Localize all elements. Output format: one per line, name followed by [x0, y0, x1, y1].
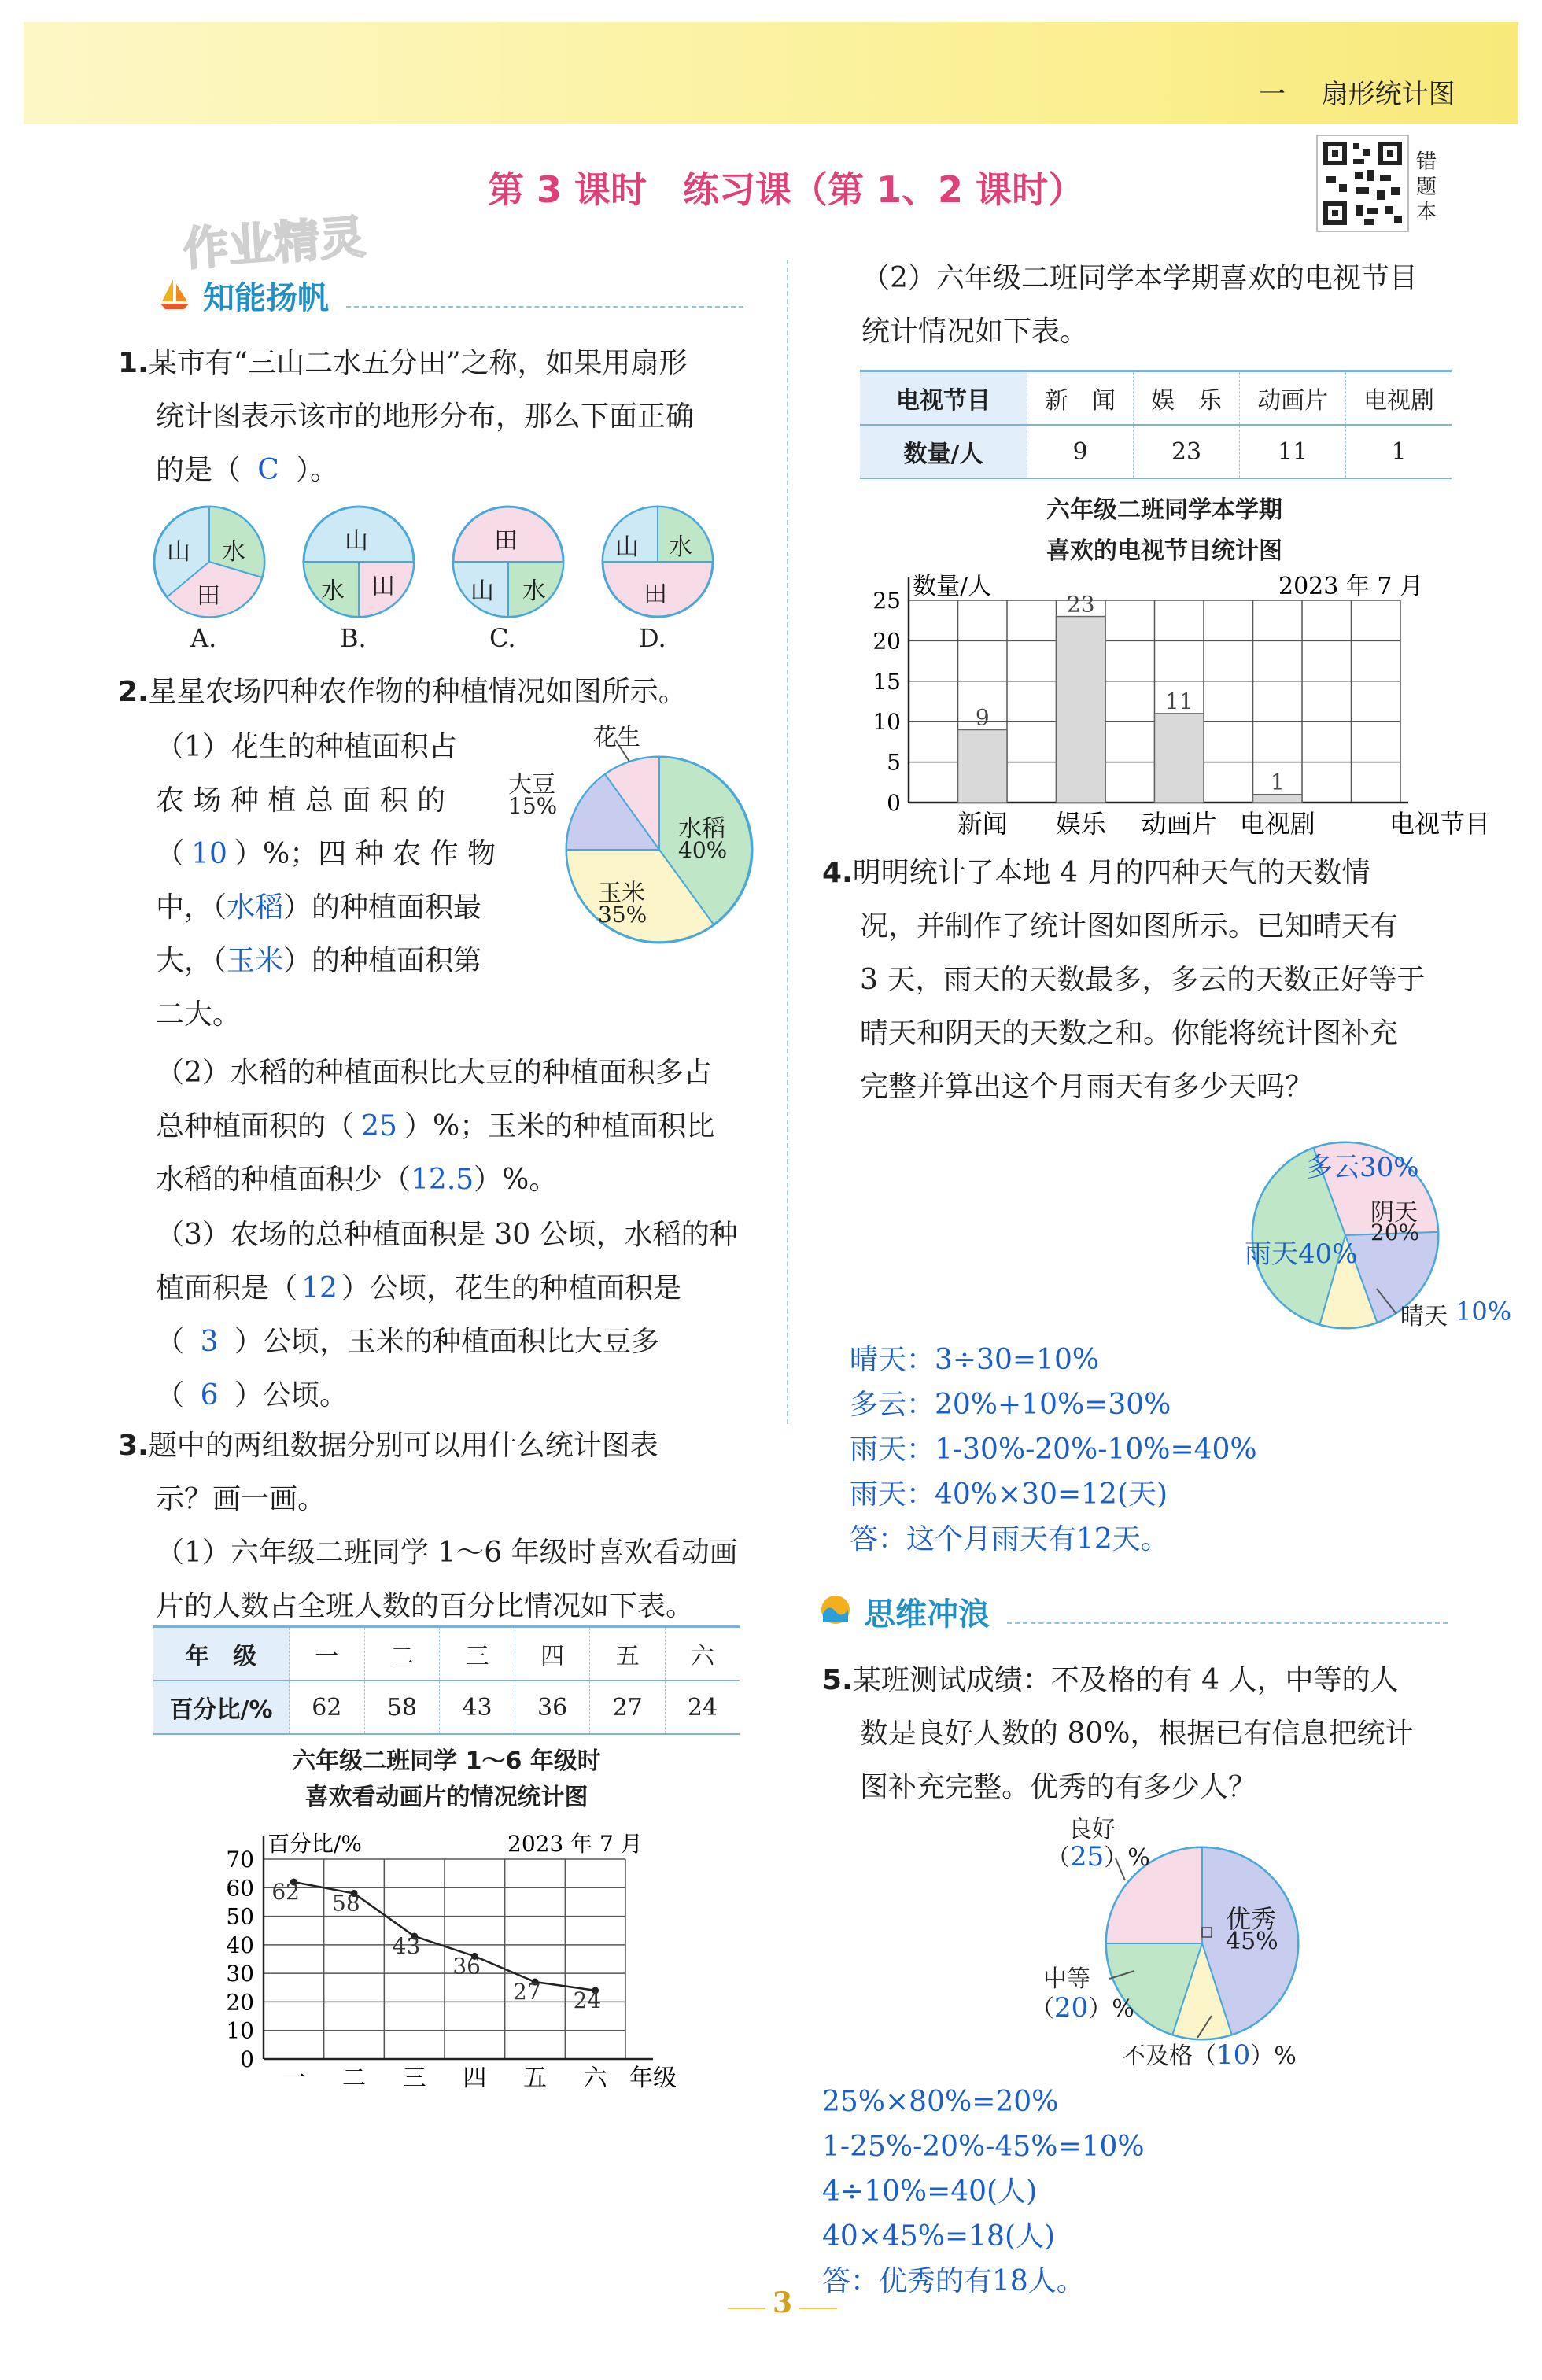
line-chart-xtick: 六	[583, 2065, 607, 2092]
q1-answer: C	[257, 454, 279, 486]
line-chart-xtick: 三	[402, 2065, 426, 2092]
qr-code[interactable]	[1315, 132, 1410, 234]
weather-label-sunny-pct: 10%	[1455, 1297, 1512, 1327]
q2-answer-rice-vs-soy: 25	[361, 1110, 397, 1142]
bar-chart-ytick: 10	[872, 709, 901, 736]
line-chart-ytick: 30	[226, 1961, 254, 1987]
bar-chart-ylabel: 数量/人	[913, 573, 992, 600]
score-label-fail-pct: 10	[1216, 2039, 1251, 2071]
weather-label-cloudy: 多云30%	[1306, 1152, 1419, 1183]
bar-chart-data-label: 1	[1270, 769, 1285, 795]
bar-chart-ytick: 5	[887, 749, 901, 776]
sailboat-icon	[157, 276, 192, 311]
line-chart-ytick: 0	[240, 2046, 254, 2072]
q1-number: 1.	[118, 347, 149, 379]
score-label-good-pct: 25	[1070, 1841, 1105, 1873]
q2-intro: 2.星星农场四种农作物的种植情况如图所示。	[118, 676, 687, 708]
weather-label-overcast-pct: 20%	[1370, 1220, 1420, 1245]
option-c-label-mountain: 山	[470, 577, 494, 605]
footer-line-right	[799, 2308, 837, 2309]
option-a-label-mountain: 山	[167, 538, 190, 566]
bar-chart-data-label: 23	[1066, 591, 1095, 618]
table2-header-count: 数量/人	[860, 425, 1027, 478]
bar-chart-data-label: 11	[1164, 688, 1193, 714]
bar-chart-bar	[958, 729, 1008, 803]
q1-options	[149, 504, 732, 661]
q4-text: 4.明明统计了本地 4 月的四种天气的天数情 况，并制作了统计图如图所示。已知晴天有 3 天，雨天的天数最多，多云的天数正好等于 晴天和阴天的天数之和。你能将统计图补充 完整并算出这个月雨天有多少天吗？	[822, 857, 1426, 1103]
weather-label-sunny: 晴天	[1400, 1303, 1448, 1330]
option-d-label-mountain: 山	[615, 533, 639, 561]
q2-answer-peanut-pct: 10	[191, 838, 227, 870]
option-d-label-water: 水	[669, 533, 692, 561]
score-pie-chart: 良好 （25）% 优秀 45% 中等 （20）% 不及格（10）%	[1015, 1810, 1345, 2101]
q5-work: 25%×80%=20% 1-25%-20%-45%=10% 4÷10%=40(人) 40×45%=18(人) 答：优秀的有18人。	[822, 2086, 1145, 2297]
option-b-label-field: 田	[371, 573, 395, 600]
pie-label-soy-pct: 15%	[508, 793, 558, 819]
line-chart-xtick: 五	[523, 2065, 547, 2092]
line-chart-data-label: 24	[573, 1987, 602, 2013]
chapter-heading	[1259, 72, 1455, 111]
line-chart-ylabel: 百分比/%	[267, 1831, 363, 1857]
weather-pie-chart	[1227, 1125, 1511, 1345]
column-divider	[787, 260, 788, 1424]
section-header-1	[157, 271, 751, 319]
bar-chart-xlabel: 电视节目	[1389, 809, 1491, 839]
q2-answer-corn-vs-rice: 12.5	[411, 1164, 474, 1196]
score-label-medium-pct: 20	[1054, 1992, 1089, 2024]
line-chart	[189, 1829, 755, 2097]
q2-part2: （2）水稻的种植面积比大豆的种植面积多占 总种植面积的（ 25 ）%；玉米的种植面积比 水稻的种植面积少（12.5）%。	[156, 1057, 715, 1196]
bar-chart-xtick: 动画片	[1141, 809, 1217, 839]
pie-label-rice-pct: 40%	[678, 837, 728, 863]
line-chart-ytick: 50	[226, 1903, 254, 1930]
option-c-label-water: 水	[522, 577, 546, 605]
score-label-excellent: 优秀	[1226, 1904, 1277, 1934]
page-number: 3	[773, 2286, 793, 2319]
table2-header-program: 电视节目	[860, 371, 1027, 426]
option-a-letter[interactable]: A.	[190, 623, 217, 653]
line-chart-xtick: 二	[342, 2065, 366, 2092]
bar-chart-ytick: 20	[872, 628, 901, 655]
option-b-letter[interactable]: B.	[340, 623, 367, 653]
q1-text: 1.某市有“三山二水五分田”之称，如果用扇形 统计图表示该市的地形分布，那么下面正确 的是（ C ）。	[118, 337, 763, 497]
q2-answer-corn-minus-soy: 6	[200, 1379, 219, 1411]
wave-icon	[818, 1592, 853, 1627]
chapter-title: 扇形统计图	[1321, 79, 1455, 110]
pie-label-soy: 大豆	[508, 771, 555, 799]
line-chart-xtick: 四	[463, 2065, 487, 2092]
pie-label-rice: 水稻	[678, 815, 725, 843]
weather-label-rainy: 雨天40%	[1245, 1238, 1358, 1270]
line-chart-ytick: 40	[226, 1932, 254, 1958]
option-a-label-field: 田	[197, 582, 220, 610]
lesson-title: 第 3 课时 练习课（第 1、2 课时）	[488, 168, 1085, 211]
bar-chart-bar	[1155, 714, 1204, 803]
option-d-label-field: 田	[644, 581, 667, 608]
option-c-letter[interactable]: C.	[489, 623, 516, 653]
score-label-fail: 不及格（	[1122, 2042, 1216, 2070]
option-b-label-water: 水	[321, 577, 345, 605]
bar-chart-ytick: 0	[887, 790, 901, 816]
option-b-label-mountain: 山	[345, 527, 368, 555]
q2-part3: （3）农场的总种植面积是 30 公顷，水稻的种 植面积是（ 12 ）公顷，花生的种植面积是 （ 3 ）公顷，玉米的种植面积比大豆多 （ 6 ）公顷。	[156, 1208, 769, 1422]
line-chart-ytick: 20	[226, 1989, 254, 2016]
watermark: 作业精灵	[181, 209, 367, 276]
bar-chart-xtick: 娱乐	[1055, 809, 1106, 839]
q2-answer-rice-area: 12	[301, 1272, 338, 1304]
bar-chart-xtick: 电视剧	[1239, 809, 1315, 839]
line-chart-ytick: 10	[226, 2017, 254, 2044]
bar-chart-title: 六年级二班同学本学期 喜欢的电视节目统计图	[1046, 496, 1282, 565]
line-chart-ytick: 60	[226, 1875, 254, 1902]
footer-line-left	[728, 2308, 765, 2309]
q4-work: 晴天：3÷30=10% 多云：20%+10%=30% 雨天：1-30%-20%-10%=40% 雨天：40%×30=12(天) 答：这个月雨天有12天。	[850, 1344, 1257, 1555]
bar-chart-bar	[1253, 795, 1303, 803]
q5-text: 5.某班测试成绩：不及格的有 4 人，中等的人 数是良好人数的 80%，根据已有信息把统计 图补充完整。优秀的有多少人？	[822, 1664, 1414, 1803]
option-c-label-field: 田	[494, 527, 518, 555]
bar-chart-date: 2023 年 7 月	[1278, 573, 1424, 600]
bar-chart-ytick: 25	[872, 588, 901, 614]
line-chart-date: 2023 年 7 月	[507, 1831, 643, 1857]
bar-chart-xtick: 新闻	[957, 809, 1008, 839]
line-chart-data-label: 58	[332, 1890, 360, 1917]
q2-part1: （1）花生的种植面积占 农 场 种 植 总 面 积 的 （ 10 ）%；四 种 农 作 物 中，（水稻）的种植面积最 大，（玉米）的种植面积第 二大。	[156, 731, 496, 1031]
q3-table-1: 年 级 一 二 三 四 五 六 百分比/% 62 58 43 36 27 24	[153, 1625, 740, 1735]
line-chart-xtick: 一	[282, 2065, 306, 2092]
line-chart-data-label: 43	[392, 1932, 421, 1959]
bar-chart-bar	[1057, 617, 1106, 803]
line-chart-data-label: 27	[513, 1979, 541, 2005]
score-label-medium: 中等	[1043, 1965, 1090, 1993]
section-title-1: 知能扬帆	[203, 280, 329, 316]
q2-answer-largest: 水稻	[227, 891, 284, 924]
pie-label-corn: 玉米	[598, 880, 645, 907]
q2-crop-pie-chart	[504, 724, 763, 960]
option-a-label-water: 水	[222, 538, 245, 566]
q2-answer-peanut-area: 3	[200, 1326, 219, 1358]
bar-chart-ytick: 15	[872, 668, 901, 695]
table1-header-grade: 年 级	[153, 1627, 290, 1681]
line-chart-data-label: 36	[452, 1953, 481, 1980]
q4-number: 4.	[822, 857, 853, 889]
pie-label-peanut: 花生	[593, 724, 640, 751]
q3-number: 3.	[118, 1430, 149, 1462]
q2-answer-second: 玉米	[227, 945, 284, 977]
qr-label[interactable]: 错题本	[1416, 150, 1437, 224]
line-chart-title: 六年级二班同学 1～6 年级时 喜欢看动画片的情况统计图	[292, 1747, 601, 1811]
section-header-2	[818, 1588, 1455, 1635]
line-chart-data-label: 62	[271, 1879, 300, 1906]
section-title-2: 思维冲浪	[864, 1596, 990, 1633]
q2-number: 2.	[118, 676, 149, 708]
bar-chart	[861, 570, 1491, 842]
option-d-letter[interactable]: D.	[639, 623, 666, 653]
line-chart-ytick: 70	[226, 1847, 254, 1873]
pie-label-corn-pct: 35%	[598, 902, 647, 928]
line-chart-xlabel: 年级	[629, 2065, 677, 2092]
chapter-number: 一	[1259, 79, 1286, 110]
q3-text: 3.题中的两组数据分别可以用什么统计图表 示？画一画。 （1）六年级二班同学 1～6 年级时喜欢看动画 片的人数占全班人数的百分比情况如下表。	[118, 1430, 738, 1622]
weather-label-overcast: 阴天	[1370, 1199, 1418, 1227]
score-label-excellent-pct: 45%	[1226, 1928, 1278, 1955]
bar-chart-data-label: 9	[975, 704, 990, 731]
q5-number: 5.	[822, 1664, 853, 1696]
table1-header-percent: 百分比/%	[153, 1681, 290, 1734]
q3-part2-text: （2）六年级二班同学本学期喜欢的电视节目 统计情况如下表。	[861, 262, 1418, 348]
q3-table-2: 电视节目 新 闻 娱 乐 动画片 电视剧 数量/人 9 23 11 1	[860, 370, 1452, 479]
score-label-good: 良好	[1068, 1816, 1116, 1843]
